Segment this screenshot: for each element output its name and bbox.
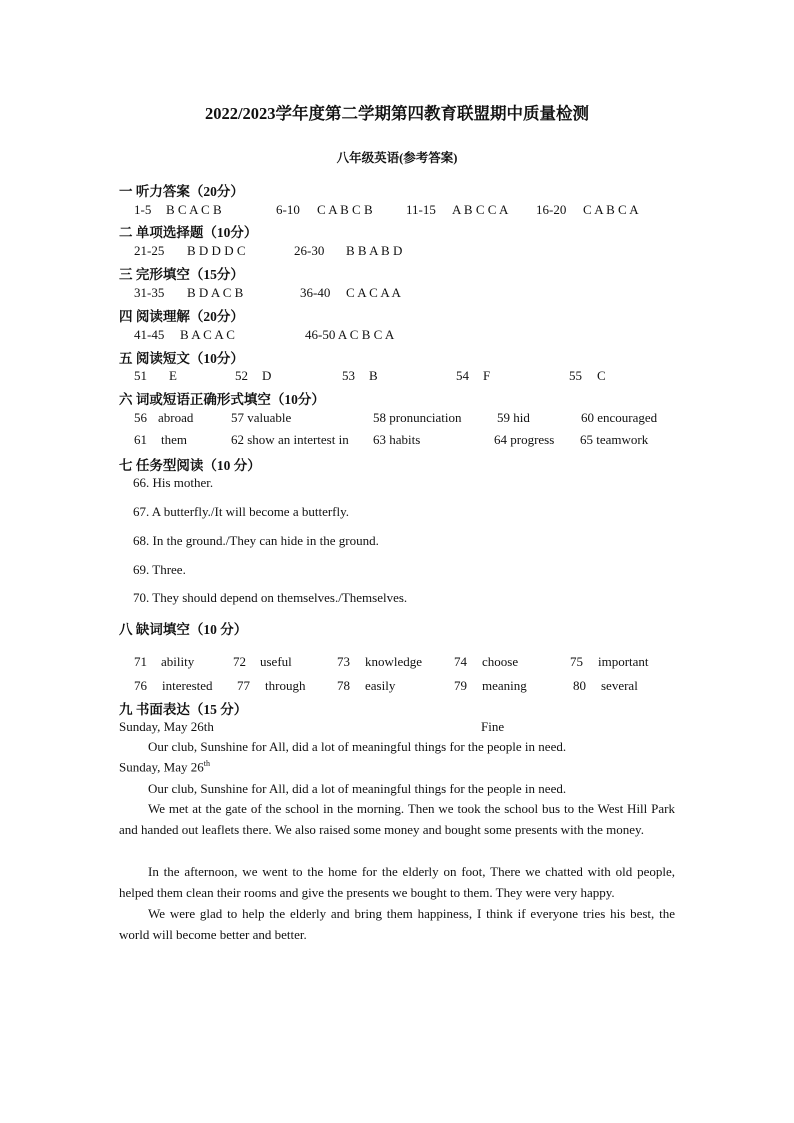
answer-letters: A B C C A — [452, 202, 509, 217]
answer-word: 57 valuable — [231, 410, 292, 425]
essay-paragraph: We met at the gate of the school in the morning. Then we took the school bus to the West Hill Park and handed out leaflets there. We also raised some money and bought some presents with the money. — [119, 801, 675, 837]
answer-range: 26-30 — [294, 243, 325, 258]
answer-word: 63 habits — [373, 432, 421, 447]
essay-line: Our club, Sunshine for All, did a lot of meaningful things for the people in need. — [148, 739, 567, 754]
answer-word: important — [598, 654, 649, 669]
page-subtitle: 八年级英语(参考答案) — [336, 151, 458, 165]
answer-number: 54 — [456, 368, 469, 383]
essay-date-suffix: th — [203, 759, 210, 768]
answer-word: meaning — [482, 678, 527, 693]
answer-word: through — [265, 678, 306, 693]
answer-range-letters: 46-50 A C B C A — [305, 327, 395, 342]
answer-number: 73 — [337, 654, 350, 669]
answer-number: 61 — [134, 432, 147, 447]
answer-letters: C A C A A — [346, 285, 401, 300]
essay-paragraph: In the afternoon, we went to the home for the elderly on foot, There we chatted with old people, helped them clean their rooms and give the presents we bought to them. They were very happy. — [119, 864, 675, 900]
answer-letter: D — [262, 368, 272, 383]
answer-letter: E — [169, 368, 177, 383]
section-heading-1: 一 听力答案（20分） — [119, 184, 244, 199]
task-answer: 69. Three. — [133, 562, 186, 577]
answer-word: easily — [365, 678, 396, 693]
task-answer: 67. A butterfly./It will become a butterfly. — [133, 504, 350, 519]
answer-number: 80 — [573, 678, 586, 693]
answer-letter: B — [369, 368, 378, 383]
answer-word: ability — [161, 654, 195, 669]
answer-word: 59 hid — [497, 410, 530, 425]
answer-range: 1-5 — [134, 202, 152, 217]
answer-number: 77 — [237, 678, 250, 693]
essay-paragraph: We were glad to help the elderly and bring them happiness, I think if everyone tries his best, the world will become better and better. — [119, 906, 675, 942]
answer-word: abroad — [158, 410, 194, 425]
essay-date: Sunday, May 26th — [119, 719, 214, 734]
answer-word: 58 pronunciation — [373, 410, 462, 425]
answer-range: 11-15 — [406, 202, 436, 217]
essay-line: Our club, Sunshine for All, did a lot of meaningful things for the people in need. — [148, 781, 567, 796]
section-heading-6: 六 词或短语正确形式填空（10分） — [119, 392, 325, 407]
answer-letters: B D A C B — [187, 285, 244, 300]
answer-letters: B D D D C — [187, 243, 246, 258]
answer-word: interested — [162, 678, 213, 693]
answer-letters: B B A B D — [346, 243, 403, 258]
answer-word: several — [601, 678, 638, 693]
answer-letters: C A B C B — [317, 202, 373, 217]
answer-letters: C A B C A — [583, 202, 639, 217]
answer-letters: B C A C B — [166, 202, 222, 217]
answer-word: knowledge — [365, 654, 423, 669]
answer-number: 75 — [570, 654, 583, 669]
section-heading-8: 八 缺词填空（10 分） — [119, 622, 248, 637]
answer-range: 41-45 — [134, 327, 165, 342]
answer-number: 72 — [233, 654, 246, 669]
essay-date — [119, 759, 210, 775]
answer-number: 55 — [569, 368, 582, 383]
section-heading-5: 五 阅读短文（10分） — [119, 351, 244, 366]
task-answer: 70. They should depend on themselves./Themselves. — [133, 590, 408, 605]
section-heading-9: 九 书面表达（15 分） — [119, 702, 248, 717]
answer-number: 71 — [134, 654, 147, 669]
answer-range: 21-25 — [134, 243, 165, 258]
answer-range: 36-40 — [300, 285, 331, 300]
answer-letter: F — [483, 368, 491, 383]
answer-number: 76 — [134, 678, 147, 693]
answer-word: choose — [482, 654, 519, 669]
section-heading-2: 二 单项选择题（10分） — [119, 225, 258, 240]
answer-letter: C — [597, 368, 606, 383]
essay-weather: Fine — [481, 719, 505, 734]
answer-number: 74 — [454, 654, 467, 669]
answer-word: useful — [260, 654, 292, 669]
section-heading-3: 三 完形填空（15分） — [119, 267, 244, 282]
answer-word: 62 show an intertest in — [231, 432, 349, 447]
section-heading-7: 七 任务型阅读（10 分） — [119, 458, 261, 473]
answer-range: 16-20 — [536, 202, 567, 217]
answer-number: 79 — [454, 678, 467, 693]
answer-word: 64 progress — [494, 432, 555, 447]
answer-range: 6-10 — [276, 202, 300, 217]
essay-date-text: Sunday, May 26 — [119, 759, 204, 775]
section-heading-4: 四 阅读理解（20分） — [119, 309, 244, 324]
answer-number: 53 — [342, 368, 355, 383]
answer-word: them — [161, 432, 187, 447]
answer-word: 65 teamwork — [580, 432, 649, 447]
answer-word: 60 encouraged — [581, 410, 658, 425]
answer-number: 52 — [235, 368, 248, 383]
task-answer: 66. His mother. — [133, 475, 214, 490]
answer-range: 31-35 — [134, 285, 165, 300]
page-title: 2022/2023学年度第二学期第四教育联盟期中质量检测 — [204, 104, 590, 123]
answer-number: 56 — [134, 410, 147, 425]
answer-number: 78 — [337, 678, 350, 693]
task-answer: 68. In the ground./They can hide in the ground. — [133, 533, 379, 548]
answer-number: 51 — [134, 368, 147, 383]
answer-letters: B A C A C — [180, 327, 235, 342]
